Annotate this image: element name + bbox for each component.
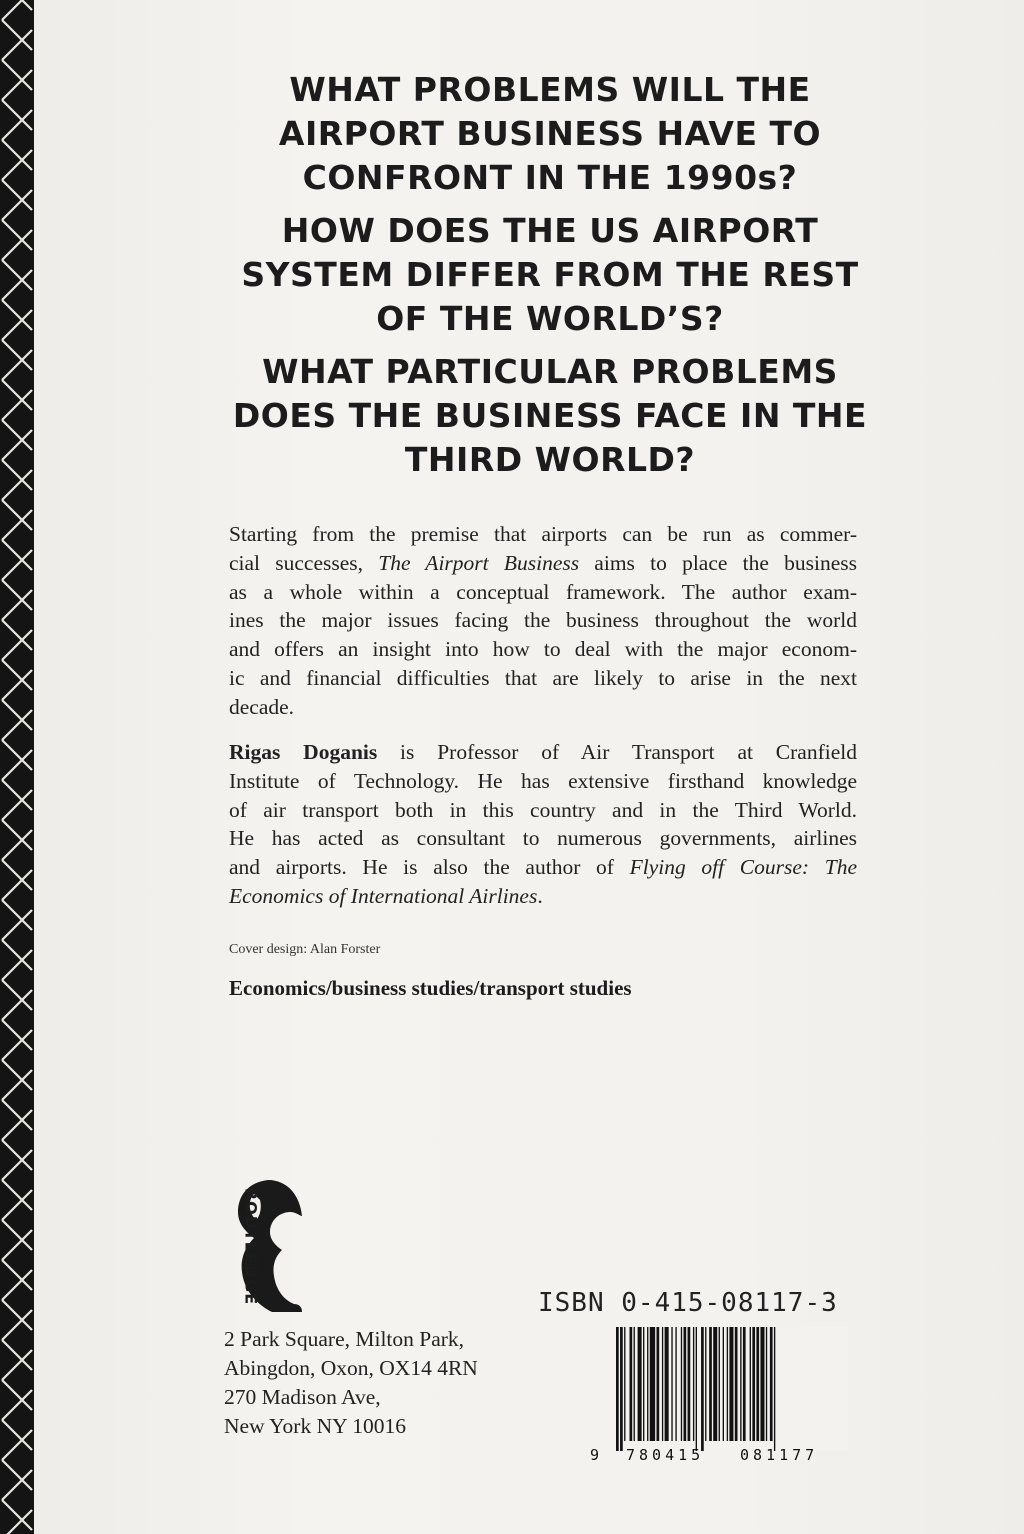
question-line: AIRPORT BUSINESS HAVE TO <box>278 114 822 153</box>
barcode-bar <box>705 1327 706 1441</box>
barcode-bar <box>766 1327 767 1441</box>
book-title-italic: The Airport Business <box>378 550 580 575</box>
barcode-bar <box>756 1327 759 1441</box>
routledge-logo-icon <box>210 1172 320 1322</box>
description-line <box>229 549 857 578</box>
barcode-bar <box>681 1327 682 1441</box>
other-book-title: Flying off Course: The <box>629 855 857 880</box>
description-line: decade. <box>229 694 295 719</box>
barcode-bar <box>634 1327 635 1441</box>
barcode-digit-group: 780415 <box>626 1446 705 1464</box>
barcode-bar <box>620 1327 623 1451</box>
barcode-bar <box>647 1327 648 1441</box>
address-line: New York NY 10016 <box>224 1414 406 1438</box>
address-line: 270 Madison Ave, <box>224 1385 381 1409</box>
barcode-bar <box>760 1327 764 1441</box>
barcode-bar <box>671 1327 672 1441</box>
text: is Professor of Air Transport at Cranfield <box>377 740 857 764</box>
barcode-bar <box>675 1327 676 1441</box>
barcode-bar <box>662 1327 663 1441</box>
barcode-bar <box>713 1327 717 1441</box>
barcode-bar <box>752 1327 755 1441</box>
question-3 <box>200 350 900 482</box>
question-line: DOES THE BUSINESS FACE IN THE <box>232 396 868 435</box>
question-line: THIRD WORLD? <box>404 440 696 479</box>
barcode-bar <box>638 1327 642 1441</box>
author-name: Rigas Doganis <box>229 740 378 764</box>
bio-line <box>229 853 857 882</box>
barcode-bar <box>723 1327 724 1441</box>
bio-line: Institute of Technology. He has extensive firsthand knowledge <box>229 768 857 793</box>
book-description <box>229 520 857 722</box>
description-line: and offers an insight into how to deal with the major econom- <box>229 637 857 662</box>
bio-line: of air transport both in this country and in the Third World. <box>229 797 857 822</box>
barcode-bar <box>643 1327 644 1441</box>
text: and airports. He is also the author of <box>229 855 630 880</box>
question-headings <box>200 68 900 491</box>
question-line: WHAT PROBLEMS WILL THE <box>289 70 811 109</box>
bio-line <box>229 738 857 767</box>
barcode-bar <box>735 1327 738 1441</box>
barcode-lead-digit: 9 <box>590 1446 600 1464</box>
question-line: WHAT PARTICULAR PROBLEMS <box>262 352 838 391</box>
address-line: Abingdon, Oxon, OX14 4RN <box>224 1356 478 1380</box>
description-line: as a whole within a conceptual framework. The author exam- <box>229 579 857 604</box>
address-line: 2 Park Square, Milton Park, <box>224 1327 465 1351</box>
question-1 <box>200 68 900 200</box>
description-line: Starting from the premise that airports can be run as commer- <box>229 522 857 546</box>
barcode-bar <box>693 1327 694 1441</box>
barcode-bar <box>743 1327 746 1441</box>
barcode-digit-group: 081177 <box>740 1446 819 1464</box>
barcode-bar <box>701 1327 704 1451</box>
barcode-bar <box>740 1327 741 1441</box>
publisher-address <box>224 1325 478 1441</box>
publisher-logo-text: ROUTLEDGE <box>241 1187 261 1306</box>
question-2 <box>200 209 900 341</box>
description-line: ic and financial difficulties that are likely to arise in the next <box>229 665 857 690</box>
text: . <box>537 883 543 908</box>
author-bio <box>229 738 857 911</box>
cover-design-credit: Cover design: Alan Forster <box>229 942 381 957</box>
barcode-bar <box>650 1327 655 1441</box>
decorative-border <box>0 0 34 1534</box>
text: cial successes, <box>229 550 379 575</box>
barcode-bar <box>709 1327 712 1441</box>
barcode-bar <box>727 1327 728 1441</box>
description-line: ines the major issues facing the business throughout the world <box>229 608 857 633</box>
barcode-bar <box>688 1327 691 1441</box>
isbn-number: ISBN 0-415-08117-3 <box>538 1288 838 1318</box>
question-line: OF THE WORLD’S? <box>376 299 724 338</box>
barcode-bar <box>729 1327 733 1441</box>
barcode-bar <box>624 1327 625 1441</box>
barcode-bar <box>770 1327 773 1441</box>
question-line: CONFRONT IN THE 1990s? <box>302 158 798 197</box>
question-line: SYSTEM DIFFER FROM THE REST <box>241 255 859 294</box>
bio-line <box>229 882 857 911</box>
barcode <box>612 1327 848 1451</box>
other-book-title: Economics of International Airlines <box>229 883 538 908</box>
barcode-bar <box>696 1327 697 1451</box>
barcode-bar <box>665 1327 669 1441</box>
question-line: HOW DOES THE US AIRPORT <box>281 211 819 250</box>
barcode-bar <box>719 1327 720 1441</box>
subject-category: Economics/business studies/transport studies <box>229 976 632 1000</box>
barcode-bar <box>630 1327 633 1441</box>
border-pattern <box>2 0 32 1534</box>
text: aims to place the business <box>579 550 857 575</box>
bio-line: He has acted as consultant to numerous governments, airlines <box>229 826 857 851</box>
barcode-bar <box>750 1327 751 1441</box>
barcode-bar <box>684 1327 687 1441</box>
barcode-bar <box>774 1327 775 1451</box>
barcode-bar <box>616 1327 619 1451</box>
barcode-bar <box>657 1327 660 1441</box>
